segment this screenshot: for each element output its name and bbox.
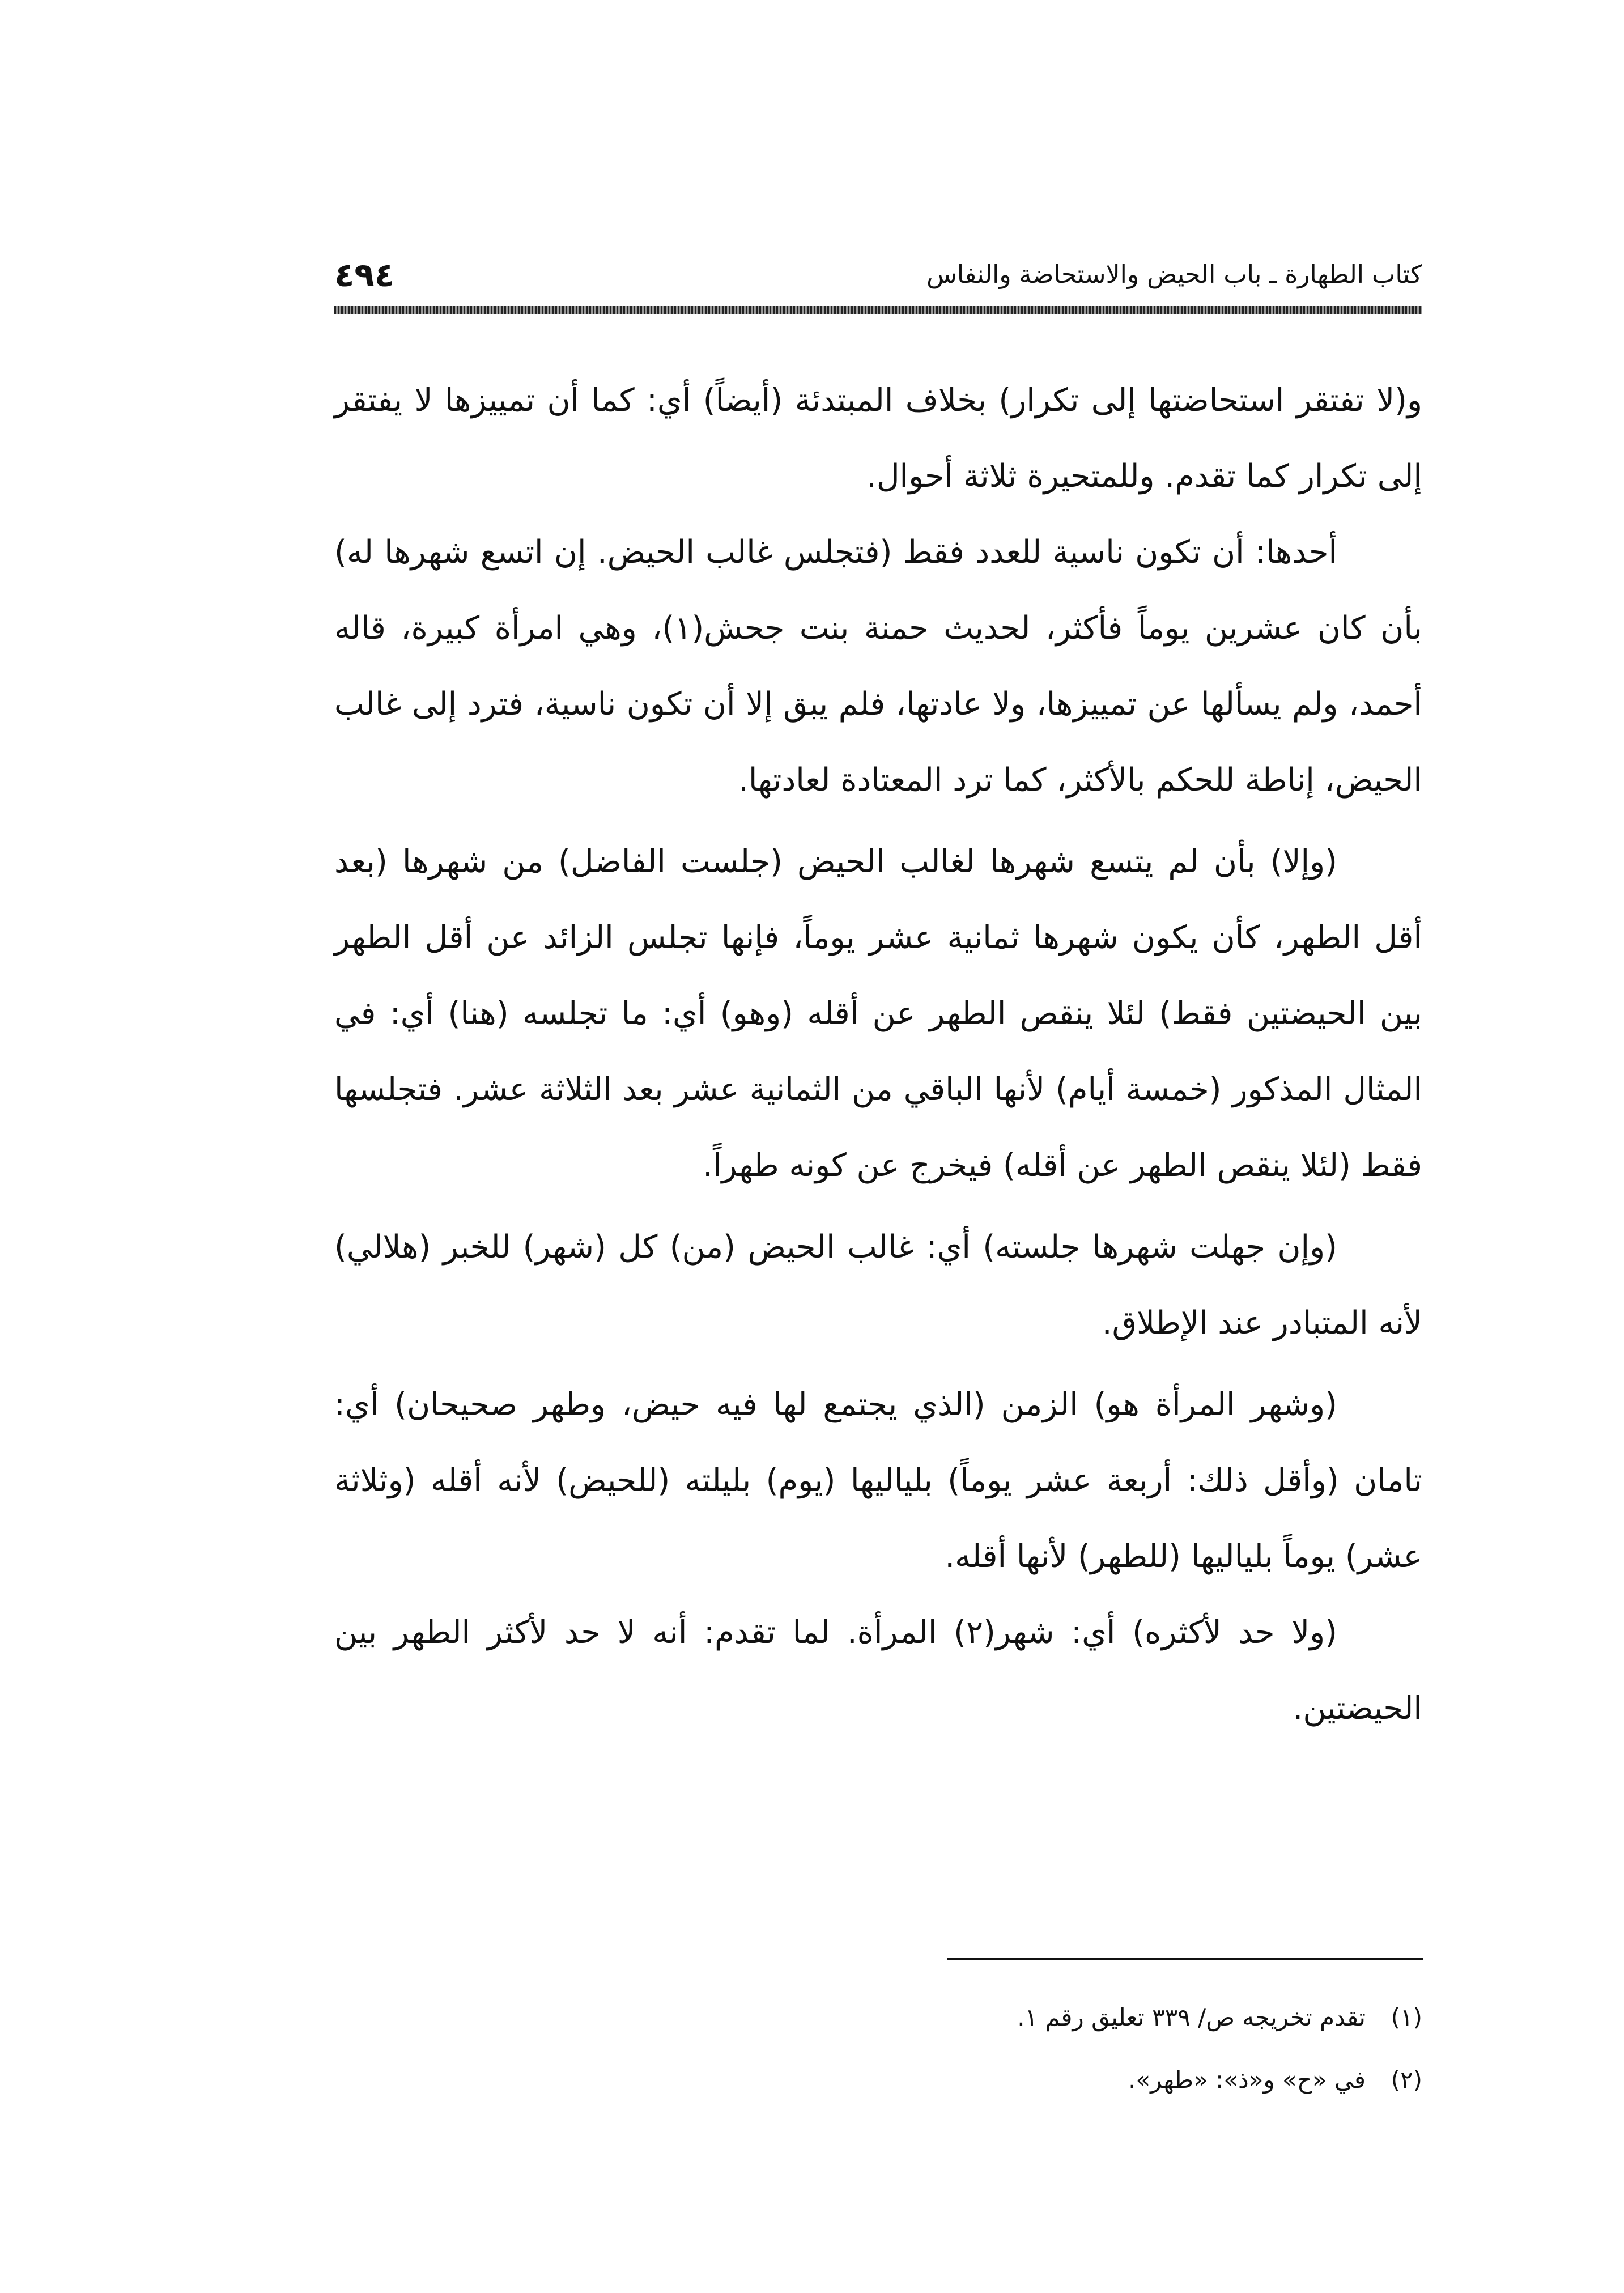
paragraph-3: (وإلا) بأن لم يتسع شهرها لغالب الحيض (جلست الفاضل) من شهرها (بعد أقل الطهر، كأن يكون شهرها ثمانية عشر يوماً، فإنها تجلس الزائد عن أقل الطهر بين الحيضتين فقط) لئلا ينقص الطهر عن أقله (وهو) أي: ما تجلسه (هنا) أي: في المثال المذكور (خمسة أيام) لأنها الباقي من الثمانية عشر بعد الثلاثة عشر. فتجلسها فقط (لئلا ينقص الطهر عن أقله) فيخرج عن كونه طهراً. (334, 843, 1422, 1184)
footnote-number: (٢) (1391, 2066, 1422, 2094)
paragraph-1: و(لا تفتقر استحاضتها إلى تكرار) بخلاف المبتدئة (أيضاً) أي: كما أن تمييزها لا يفتقر إلى تكرار كما تقدم. وللمتحيرة ثلاثة أحوال. (334, 382, 1422, 495)
footnote-rule (947, 1958, 1423, 1960)
footnotes (334, 1986, 1422, 2111)
paragraph-6: (ولا حد لأكثره) أي: شهر(٢) المرأة. لما تقدم: أنه لا حد لأكثر الطهر بين الحيضتين. (334, 1614, 1422, 1727)
paragraph-2: أحدها: أن تكون ناسية للعدد فقط (فتجلس غالب الحيض. إن اتسع شهرها له) بأن كان عشرين يوماً فأكثر، لحديث حمنة بنت جحش(١)، وهي امرأة كبيرة، قاله أحمد، ولم يسألها عن تمييزها، ولا عادتها، فلم يبق إلا أن تكون ناسية، فترد إلى غالب الحيض، إناطة للحكم بالأكثر، كما ترد المعتادة لعادتها. (334, 534, 1422, 799)
paragraph-5: (وشهر المرأة هو) الزمن (الذي يجتمع لها فيه حيض، وطهر صحيحان) أي: تامان (وأقل ذلك: أربعة عشر يوماً) بلياليها (يوم) بليلته (للحيض) لأنه أقله (وثلاثة عشر) يوماً بلياليها (للطهر) لأنها أقله. (334, 1386, 1422, 1575)
footnote-text: في «ح» و«ذ»: «طهر». (1128, 2066, 1366, 2094)
page-number: ٤٩٤ (334, 256, 395, 294)
running-title: كتاب الطهارة ـ باب الحيض والاستحاضة والنفاس (926, 260, 1422, 289)
main-text (334, 363, 1422, 1747)
footnote-1 (334, 1986, 1422, 2049)
paragraph-4: (وإن جهلت شهرها جلسته) أي: غالب الحيض (من) كل (شهر) للخبر (هلالي) لأنه المتبادر عند الإطلاق. (334, 1229, 1422, 1341)
footnote-number: (١) (1391, 2003, 1422, 2031)
footnote-text: تقدم تخريجه ص/ ٣٣٩ تعليق رقم ١. (1017, 2003, 1366, 2031)
header-rule (334, 306, 1422, 314)
footnote-2 (334, 2049, 1422, 2111)
page-header (334, 249, 1422, 300)
